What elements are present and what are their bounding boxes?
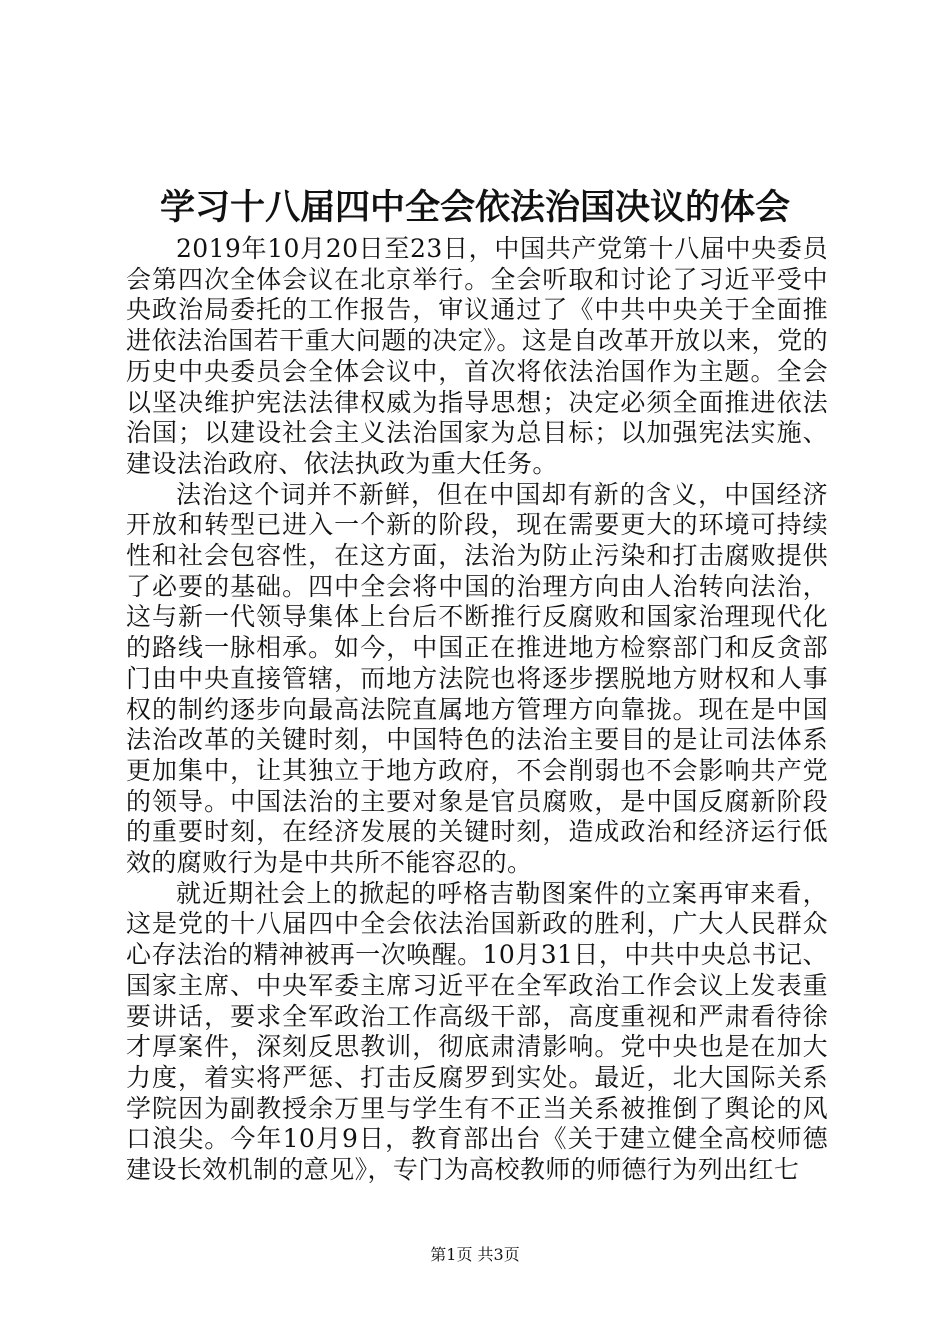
page-footer: 第1页 共3页 bbox=[430, 1245, 520, 1264]
document-title: 学习十八届四中全会依法治国决议的体会 bbox=[159, 187, 790, 228]
document-body bbox=[126, 234, 828, 1186]
paragraph-2: 法治这个词并不新鲜，但在中国却有新的含义，中国经济开放和转型已进入一个新的阶段，现在需要更大的环境可持续性和社会包容性，在这方面，法治为防止污染和打击腐败提供了必要的基础。四中全会将中国的治理方向由人治转向法治，这与新一代领导集体上台后不断推行反腐败和国家治理现代化的路线一脉相承。如今，中国正在推进地方检察部门和反贪部门由中央直接管辖，而地方法院也将逐步摆脱地方财权和人事权的制约逐步向最高法院直属地方管理方向靠拢。现在是中国法治改革的关键时刻，中国特色的法治主要目的是让司法体系更加集中，让其独立于地方政府，不会削弱也不会影响共产党的领导。中国法治的主要对象是官员腐败，是中国反腐新阶段的重要时刻，在经济发展的关键时刻，造成政治和经济运行低效的腐败行为是中共所不能容忍的。 bbox=[126, 479, 828, 878]
paragraph-1: 2019年10月20日至23日，中国共产党第十八届中央委员会第四次全体会议在北京举行。全会听取和讨论了习近平受中央政治局委托的工作报告，审议通过了《中共中央关于全面推进依法治国若干重大问题的决定》。这是自改革开放以来，党的历史中央委员会全体会议中，首次将依法治国作为主题。全会以坚决维护宪法法律权威为指导思想；决定必须全面推进依法治国；以建设社会主义法治国家为总目标；以加强宪法实施、建设法治政府、依法执政为重大任务。 bbox=[126, 234, 828, 478]
paragraph-3: 就近期社会上的掀起的呼格吉勒图案件的立案再审来看，这是党的十八届四中全会依法治国新政的胜利，广大人民群众心存法治的精神被再一次唤醒。10月31日，中共中央总书记、国家主席、中央军委主席习近平在全军政治工作会议上发表重要讲话，要求全军政治工作高级干部，高度重视和严肃看待徐才厚案件，深刻反思教训，彻底肃清影响。党中央也是在加大力度，着实将严惩、打击反腐罗到实处。最近，北大国际关系学院因为副教授余万里与学生有不正当关系被推倒了舆论的风口浪尖。今年10月9日，教育部出台《关于建立健全高校师德建设长效机制的意见》，专门为高校教师的师德行为列出红七 bbox=[126, 878, 828, 1185]
